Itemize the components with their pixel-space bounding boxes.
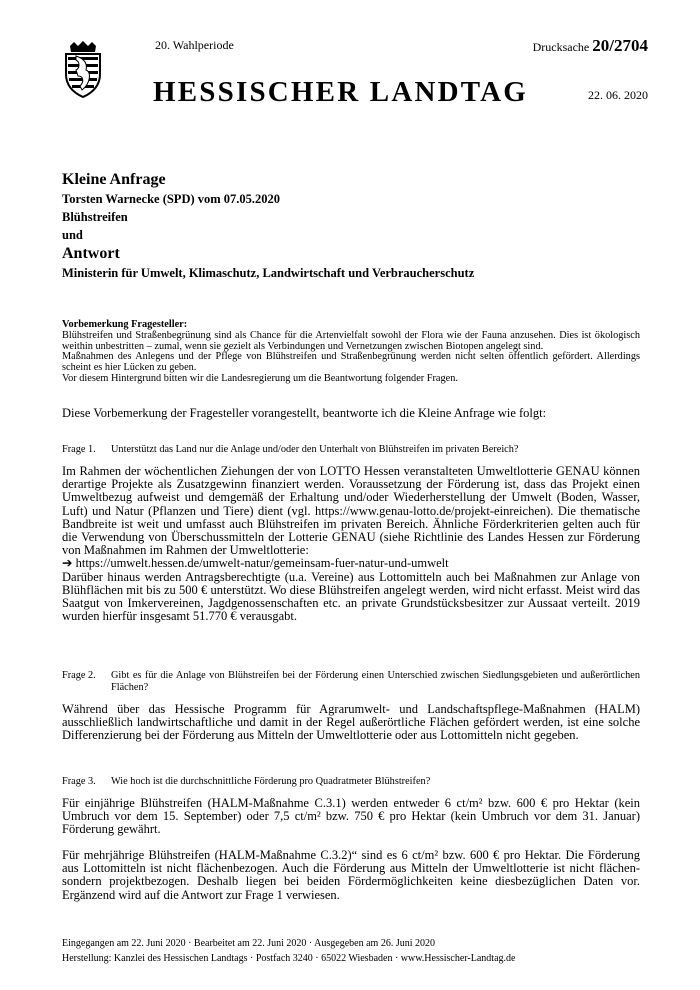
- answer-3-continued: [62, 849, 640, 902]
- drucksache-number: 20/2704: [592, 36, 648, 55]
- ministry-name: Ministerin für Umwelt, Klimaschutz, Landwirtschaft und Verbraucherschutz: [62, 266, 475, 280]
- answer-paragraph: Darüber hinaus werden Antragsberechtigte (u.a. Vereine) aus Lottomitteln auch bei Maßnahmen zur Anlage von Blühflächen mit bis zu 500 € unterstützt. Wo diese Blühstreifen angelegt werden, wird nicht erfasst. Meist wird das Saatgut von Imkervereinen, Jagdgenossenschaften etc. an private Grundstücksbesitzer zur Aussaat verteilt. 2019 wurden hierfür insgesamt 51.770 € verausgabt.: [62, 569, 640, 624]
- inquiry-author: Torsten Warnecke (SPD) vom 07.05.2020: [62, 192, 281, 206]
- answer-paragraph: Für mehrjährige Blühstreifen (HALM-Maßnahme C.3.2)“ sind es 6 ct/m² bzw. 600 € pro Hektar. Die Förderung aus Lottomitteln ist nicht flächenbezogen. Auch die Förderung aus Mitteln der Umweltlotterie ist nicht flächen- sondern projektbezogen. Deshalb liegen bei beiden Fördermöglichkeiten keine diesbezüglichen Daten vor. Ergänzend wird auf die Antwort zur Frage 1 verwiesen.: [62, 848, 640, 902]
- intro-sentence: Diese Vorbemerkung der Fragesteller vorangestellt, beantworte ich die Kleine Anfrage wie folgt:: [62, 406, 547, 420]
- question-3: [62, 776, 640, 788]
- preliminary-paragraph: Blühstreifen und Straßenbegrünung sind als Chance für die Artenvielfalt sowohl der Flora wie der Fauna anzusehen. Dies ist ökologisch weithin unbestritten – zumal, wenn sie gezielt als Verbindungen und Vernetzungen zwischen Biotopen angelegt sind.: [62, 329, 640, 352]
- inquiry-subject: Blühstreifen: [62, 210, 128, 224]
- conjunction: und: [62, 228, 83, 242]
- question-2: [62, 670, 640, 694]
- answer-paragraph: Für einjährige Blühstreifen (HALM-Maßnahme C.3.1) werden entweder 6 ct/m² bzw. 600 € pro Hektar (kein Umbruch vor dem 15. September) oder 7,5 ct/m² bzw. 750 € pro Hektar (kein Umbruch vor dem 31. Januar) Förderung gewährt.: [62, 796, 640, 837]
- footer-imprint: Herstellung: Kanzlei des Hessischen Landtags · Postfach 3240 · 65022 Wiesbaden · www.Hessischer-Landtag.de: [62, 953, 516, 964]
- link-url[interactable]: https://umwelt.hessen.de/umwelt-natur/gemeinsam-fuer-natur-und-umwelt: [75, 556, 449, 571]
- question-text: Wie hoch ist die durchschnittliche Förderung pro Quadratmeter Blühstreifen?: [111, 776, 431, 787]
- question-label: Frage 2.: [62, 670, 96, 681]
- hessen-coat-of-arms-icon: [62, 40, 104, 98]
- preliminary-remark: [62, 320, 640, 385]
- question-text: Unterstützt das Land nur die Anlage und/oder den Unterhalt von Blühstreifen im privaten Bereich?: [111, 444, 519, 455]
- question-label: Frage 3.: [62, 776, 96, 787]
- preliminary-paragraph: Maßnahmen des Anlegens und der Pflege von Blühstreifen und Straßenbegrünung werden nicht selten öffentlich gefördert. Allerdings scheint es hier Lücken zu geben.: [62, 351, 640, 374]
- arrow-right-icon: ➔: [62, 556, 73, 571]
- preliminary-paragraph: Vor diesem Hintergrund bitten wir die Landesregierung um die Beantwortung folgender Fragen.: [62, 372, 458, 384]
- answer-2: [62, 703, 640, 743]
- answer-paragraph: Im Rahmen der wöchentlichen Ziehungen der von LOTTO Hessen veranstalteten Umweltlotterie GENAU können derartige Projekte als Zusatzgewinn finanziert werden. Voraussetzung der Förderung ist, dass das Projekt einen Umweltbezug aufweist und demgemäß der Erhaltung und/oder Wiederherstellung der Umwelt (Boden, Wasser, Luft) und Natur (Pflanzen und Tiere) dient (vgl. https://www.genau-lotto.de/projekt-einreichen). Die thematische Bandbreite ist weit und umfasst auch Blühstreifen im privaten Bereich. Ähnliche Förderkriterien gelten auch für die Verwendung von Überschussmitteln der Lotterie GENAU (siehe Richtlinie des Landes Hessen zur Förderung von Maßnahmen im Rahmen der Umweltlotterie:: [62, 464, 640, 558]
- question-1: [62, 444, 640, 456]
- parliament-title: HESSISCHER LANDTAG: [153, 76, 529, 108]
- answer-heading: Antwort: [62, 245, 120, 262]
- source-link[interactable]: [62, 557, 640, 570]
- electoral-period: 20. Wahlperiode: [155, 38, 234, 52]
- preliminary-heading: Vorbemerkung Fragesteller:: [62, 319, 188, 330]
- document-date: 22. 06. 2020: [588, 88, 648, 102]
- drucksache-label: Drucksache: [532, 40, 590, 54]
- answer-3: [62, 797, 640, 837]
- question-label: Frage 1.: [62, 444, 96, 455]
- answer-1: [62, 465, 640, 623]
- answer-paragraph: Während über das Hessische Programm für Agrarumwelt- und Landschaftspflege-Maßnahmen (HALM) ausschließlich landwirtschaftliche und damit in der Regel außerörtliche Flächen gefördert werden, ist eine solche Differenzierung bei der Förderung aus Mitteln der Umweltlotterie oder aus Lottomitteln nicht gegeben.: [62, 702, 640, 743]
- title-block: [62, 170, 642, 282]
- question-text: Gibt es für die Anlage von Blühstreifen bei der Förderung einen Unterschied zwischen Siedlungsgebieten und außerörtlichen Flächen?: [111, 670, 640, 693]
- footer-dates: Eingegangen am 22. Juni 2020 · Bearbeitet am 22. Juni 2020 · Ausgegeben am 26. Juni 2020: [62, 938, 435, 949]
- drucksache: [533, 36, 648, 56]
- inquiry-kind: Kleine Anfrage: [62, 171, 166, 188]
